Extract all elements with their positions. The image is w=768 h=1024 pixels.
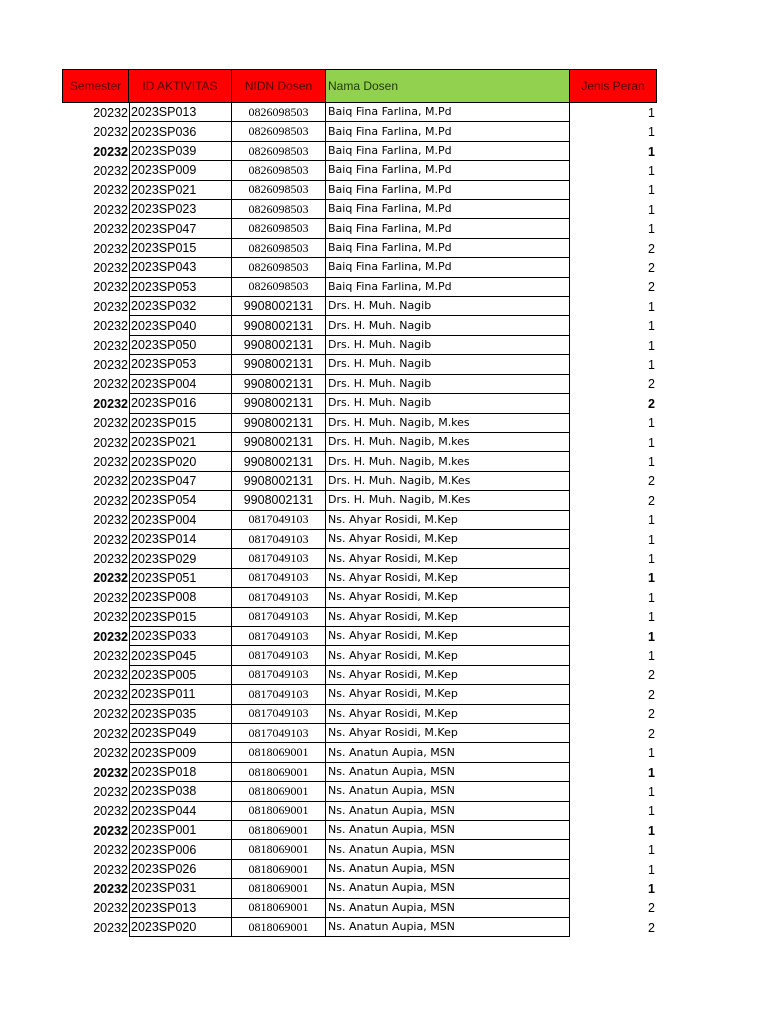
cell-jenis-peran: 1 bbox=[648, 455, 655, 470]
cell-semester: 20232 bbox=[93, 493, 128, 508]
header-semester: Semester bbox=[62, 69, 129, 103]
cell-id-aktivitas: 2023SP051 bbox=[129, 569, 232, 588]
cell-id-aktivitas: 2023SP053 bbox=[129, 355, 232, 374]
cell-id-aktivitas: 2023SP015 bbox=[129, 608, 232, 627]
cell-nama-dosen: Drs. H. Muh. Nagib, M.kes bbox=[326, 452, 570, 471]
cell-jenis-peran: 1 bbox=[648, 532, 655, 547]
header-nama-dosen: Nama Dosen bbox=[326, 69, 570, 103]
cell-nidn-dosen: 0826098503 bbox=[232, 122, 326, 141]
cell-nidn-dosen: 9908002131 bbox=[232, 414, 326, 433]
cell-semester: 20232 bbox=[93, 862, 128, 877]
cell-id-aktivitas: 2023SP005 bbox=[129, 666, 232, 685]
cell-jenis-peran: 1 bbox=[648, 765, 655, 780]
header-jenis-peran: Jenis Peran bbox=[570, 69, 657, 103]
table-row bbox=[62, 355, 657, 374]
cell-id-aktivitas: 2023SP020 bbox=[129, 452, 232, 471]
table-row bbox=[62, 316, 657, 335]
cell-semester: 20232 bbox=[93, 125, 128, 140]
cell-nidn-dosen: 0826098503 bbox=[232, 142, 326, 161]
cell-nidn-dosen: 9908002131 bbox=[232, 316, 326, 335]
table-body bbox=[62, 103, 657, 937]
table-row bbox=[62, 802, 657, 821]
cell-semester: 20232 bbox=[93, 260, 128, 275]
cell-semester: 20232 bbox=[93, 629, 128, 644]
cell-nama-dosen: Ns. Anatun Aupia, MSN bbox=[326, 840, 570, 859]
cell-id-aktivitas: 2023SP014 bbox=[129, 530, 232, 549]
cell-nama-dosen: Ns. Ahyar Rosidi, M.Kep bbox=[326, 627, 570, 646]
cell-nama-dosen: Ns. Ahyar Rosidi, M.Kep bbox=[326, 666, 570, 685]
cell-nidn-dosen: 0826098503 bbox=[232, 161, 326, 180]
cell-id-aktivitas: 2023SP029 bbox=[129, 549, 232, 568]
cell-semester: 20232 bbox=[93, 668, 128, 683]
cell-id-aktivitas: 2023SP020 bbox=[129, 918, 232, 937]
cell-nidn-dosen: 0817049103 bbox=[232, 511, 326, 530]
cell-nidn-dosen: 9908002131 bbox=[232, 394, 326, 413]
cell-semester: 20232 bbox=[93, 901, 128, 916]
cell-nama-dosen: Ns. Anatun Aupia, MSN bbox=[326, 763, 570, 782]
cell-id-aktivitas: 2023SP031 bbox=[129, 879, 232, 898]
cell-id-aktivitas: 2023SP015 bbox=[129, 414, 232, 433]
table-row bbox=[62, 142, 657, 161]
cell-nama-dosen: Drs. H. Muh. Nagib bbox=[326, 297, 570, 316]
cell-jenis-peran: 2 bbox=[648, 920, 655, 935]
cell-nama-dosen: Drs. H. Muh. Nagib, M.Kes bbox=[326, 472, 570, 491]
cell-jenis-peran: 1 bbox=[648, 843, 655, 858]
cell-nidn-dosen: 0818069001 bbox=[232, 879, 326, 898]
cell-jenis-peran: 2 bbox=[648, 687, 655, 702]
cell-nama-dosen: Ns. Ahyar Rosidi, M.Kep bbox=[326, 569, 570, 588]
table-row bbox=[62, 472, 657, 491]
cell-nidn-dosen: 9908002131 bbox=[232, 452, 326, 471]
cell-id-aktivitas: 2023SP039 bbox=[129, 142, 232, 161]
cell-id-aktivitas: 2023SP021 bbox=[129, 181, 232, 200]
cell-semester: 20232 bbox=[93, 552, 128, 567]
cell-id-aktivitas: 2023SP043 bbox=[129, 258, 232, 277]
cell-id-aktivitas: 2023SP008 bbox=[129, 588, 232, 607]
cell-semester: 20232 bbox=[93, 377, 128, 392]
cell-id-aktivitas: 2023SP032 bbox=[129, 297, 232, 316]
cell-nama-dosen: Ns. Ahyar Rosidi, M.Kep bbox=[326, 511, 570, 530]
cell-id-aktivitas: 2023SP009 bbox=[129, 161, 232, 180]
cell-nidn-dosen: 0817049103 bbox=[232, 666, 326, 685]
cell-jenis-peran: 2 bbox=[648, 668, 655, 683]
cell-nidn-dosen: 9908002131 bbox=[232, 297, 326, 316]
cell-id-aktivitas: 2023SP013 bbox=[129, 103, 232, 122]
table-row bbox=[62, 297, 657, 316]
cell-semester: 20232 bbox=[93, 513, 128, 528]
table-row bbox=[62, 588, 657, 607]
cell-nidn-dosen: 0826098503 bbox=[232, 200, 326, 219]
cell-semester: 20232 bbox=[93, 338, 128, 353]
cell-nama-dosen: Ns. Ahyar Rosidi, M.Kep bbox=[326, 588, 570, 607]
cell-jenis-peran: 1 bbox=[648, 222, 655, 237]
cell-semester: 20232 bbox=[93, 241, 128, 256]
table-row bbox=[62, 608, 657, 627]
cell-nidn-dosen: 9908002131 bbox=[232, 375, 326, 394]
cell-jenis-peran: 1 bbox=[648, 571, 655, 586]
cell-jenis-peran: 1 bbox=[648, 823, 655, 838]
table-row bbox=[62, 782, 657, 801]
cell-semester: 20232 bbox=[93, 396, 128, 411]
cell-id-aktivitas: 2023SP001 bbox=[129, 821, 232, 840]
cell-jenis-peran: 2 bbox=[648, 474, 655, 489]
table-row bbox=[62, 646, 657, 665]
cell-semester: 20232 bbox=[93, 532, 128, 547]
table-row bbox=[62, 394, 657, 413]
table-row bbox=[62, 414, 657, 433]
table-row bbox=[62, 879, 657, 898]
cell-jenis-peran: 1 bbox=[648, 338, 655, 353]
cell-nama-dosen: Baiq Fina Farlina, M.Pd bbox=[326, 103, 570, 122]
cell-id-aktivitas: 2023SP038 bbox=[129, 782, 232, 801]
table-row bbox=[62, 452, 657, 471]
cell-jenis-peran: 1 bbox=[648, 416, 655, 431]
cell-jenis-peran: 1 bbox=[648, 357, 655, 372]
cell-nama-dosen: Ns. Ahyar Rosidi, M.Kep bbox=[326, 608, 570, 627]
cell-nama-dosen: Ns. Anatun Aupia, MSN bbox=[326, 879, 570, 898]
cell-jenis-peran: 1 bbox=[648, 649, 655, 664]
cell-semester: 20232 bbox=[93, 823, 128, 838]
cell-semester: 20232 bbox=[93, 649, 128, 664]
cell-jenis-peran: 1 bbox=[648, 125, 655, 140]
table-row bbox=[62, 918, 657, 937]
cell-id-aktivitas: 2023SP026 bbox=[129, 860, 232, 879]
table-row bbox=[62, 705, 657, 724]
cell-nidn-dosen: 0818069001 bbox=[232, 899, 326, 918]
cell-nama-dosen: Baiq Fina Farlina, M.Pd bbox=[326, 122, 570, 141]
cell-jenis-peran: 1 bbox=[648, 435, 655, 450]
cell-semester: 20232 bbox=[93, 881, 128, 896]
cell-id-aktivitas: 2023SP016 bbox=[129, 394, 232, 413]
cell-semester: 20232 bbox=[93, 784, 128, 799]
cell-jenis-peran: 1 bbox=[648, 183, 655, 198]
cell-id-aktivitas: 2023SP018 bbox=[129, 763, 232, 782]
cell-id-aktivitas: 2023SP047 bbox=[129, 219, 232, 238]
cell-nidn-dosen: 0818069001 bbox=[232, 860, 326, 879]
table-row bbox=[62, 258, 657, 277]
cell-nidn-dosen: 9908002131 bbox=[232, 491, 326, 510]
cell-jenis-peran: 1 bbox=[648, 513, 655, 528]
cell-nidn-dosen: 0817049103 bbox=[232, 608, 326, 627]
table-row bbox=[62, 375, 657, 394]
cell-semester: 20232 bbox=[93, 687, 128, 702]
cell-jenis-peran: 1 bbox=[648, 105, 655, 120]
cell-nama-dosen: Baiq Fina Farlina, M.Pd bbox=[326, 200, 570, 219]
table-row bbox=[62, 860, 657, 879]
cell-nama-dosen: Ns. Anatun Aupia, MSN bbox=[326, 821, 570, 840]
cell-nidn-dosen: 0817049103 bbox=[232, 685, 326, 704]
cell-semester: 20232 bbox=[93, 920, 128, 935]
table-row bbox=[62, 549, 657, 568]
cell-semester: 20232 bbox=[93, 183, 128, 198]
cell-nidn-dosen: 0817049103 bbox=[232, 530, 326, 549]
table-row bbox=[62, 685, 657, 704]
cell-jenis-peran: 1 bbox=[648, 746, 655, 761]
cell-semester: 20232 bbox=[93, 105, 128, 120]
header-id-aktivitas: ID AKTIVITAS bbox=[129, 69, 232, 103]
table-row bbox=[62, 103, 657, 122]
cell-jenis-peran: 1 bbox=[648, 784, 655, 799]
cell-nama-dosen: Baiq Fina Farlina, M.Pd bbox=[326, 142, 570, 161]
cell-semester: 20232 bbox=[93, 707, 128, 722]
cell-id-aktivitas: 2023SP035 bbox=[129, 705, 232, 724]
table-row bbox=[62, 627, 657, 646]
cell-semester: 20232 bbox=[93, 610, 128, 625]
cell-semester: 20232 bbox=[93, 571, 128, 586]
cell-jenis-peran: 1 bbox=[648, 163, 655, 178]
cell-semester: 20232 bbox=[93, 726, 128, 741]
cell-nidn-dosen: 0817049103 bbox=[232, 705, 326, 724]
cell-id-aktivitas: 2023SP040 bbox=[129, 316, 232, 335]
table-row bbox=[62, 743, 657, 762]
cell-semester: 20232 bbox=[93, 299, 128, 314]
cell-nidn-dosen: 0826098503 bbox=[232, 103, 326, 122]
cell-nama-dosen: Drs. H. Muh. Nagib bbox=[326, 355, 570, 374]
cell-jenis-peran: 2 bbox=[648, 377, 655, 392]
cell-jenis-peran: 2 bbox=[648, 260, 655, 275]
cell-nidn-dosen: 0818069001 bbox=[232, 763, 326, 782]
cell-nama-dosen: Baiq Fina Farlina, M.Pd bbox=[326, 239, 570, 258]
cell-id-aktivitas: 2023SP011 bbox=[129, 685, 232, 704]
cell-jenis-peran: 1 bbox=[648, 590, 655, 605]
cell-nidn-dosen: 9908002131 bbox=[232, 355, 326, 374]
cell-nama-dosen: Ns. Ahyar Rosidi, M.Kep bbox=[326, 646, 570, 665]
cell-semester: 20232 bbox=[93, 163, 128, 178]
cell-nama-dosen: Baiq Fina Farlina, M.Pd bbox=[326, 161, 570, 180]
cell-id-aktivitas: 2023SP033 bbox=[129, 627, 232, 646]
cell-nama-dosen: Ns. Anatun Aupia, MSN bbox=[326, 782, 570, 801]
cell-jenis-peran: 2 bbox=[648, 241, 655, 256]
cell-nidn-dosen: 0818069001 bbox=[232, 821, 326, 840]
cell-semester: 20232 bbox=[93, 765, 128, 780]
cell-nama-dosen: Drs. H. Muh. Nagib bbox=[326, 336, 570, 355]
cell-jenis-peran: 1 bbox=[648, 804, 655, 819]
cell-nidn-dosen: 0826098503 bbox=[232, 258, 326, 277]
table-row bbox=[62, 569, 657, 588]
cell-jenis-peran: 1 bbox=[648, 319, 655, 334]
table-row bbox=[62, 239, 657, 258]
cell-nidn-dosen: 0818069001 bbox=[232, 840, 326, 859]
cell-nidn-dosen: 9908002131 bbox=[232, 472, 326, 491]
cell-semester: 20232 bbox=[93, 357, 128, 372]
cell-nidn-dosen: 0817049103 bbox=[232, 569, 326, 588]
cell-nidn-dosen: 0817049103 bbox=[232, 549, 326, 568]
cell-nama-dosen: Ns. Ahyar Rosidi, M.Kep bbox=[326, 685, 570, 704]
cell-nama-dosen: Ns. Anatun Aupia, MSN bbox=[326, 918, 570, 937]
table-row bbox=[62, 181, 657, 200]
cell-semester: 20232 bbox=[93, 843, 128, 858]
lecturer-activity-table bbox=[62, 69, 657, 937]
cell-jenis-peran: 2 bbox=[648, 901, 655, 916]
cell-semester: 20232 bbox=[93, 202, 128, 217]
cell-jenis-peran: 2 bbox=[648, 280, 655, 295]
cell-id-aktivitas: 2023SP045 bbox=[129, 646, 232, 665]
cell-nama-dosen: Ns. Ahyar Rosidi, M.Kep bbox=[326, 549, 570, 568]
cell-nama-dosen: Baiq Fina Farlina, M.Pd bbox=[326, 181, 570, 200]
cell-nidn-dosen: 0826098503 bbox=[232, 278, 326, 297]
table-row bbox=[62, 530, 657, 549]
cell-nama-dosen: Drs. H. Muh. Nagib, M.Kes bbox=[326, 491, 570, 510]
cell-nama-dosen: Ns. Ahyar Rosidi, M.Kep bbox=[326, 530, 570, 549]
cell-semester: 20232 bbox=[93, 280, 128, 295]
cell-nama-dosen: Drs. H. Muh. Nagib, M.kes bbox=[326, 414, 570, 433]
cell-id-aktivitas: 2023SP015 bbox=[129, 239, 232, 258]
cell-semester: 20232 bbox=[93, 416, 128, 431]
cell-nidn-dosen: 0817049103 bbox=[232, 646, 326, 665]
cell-id-aktivitas: 2023SP047 bbox=[129, 472, 232, 491]
cell-nama-dosen: Ns. Ahyar Rosidi, M.Kep bbox=[326, 705, 570, 724]
table-row bbox=[62, 666, 657, 685]
table-row bbox=[62, 899, 657, 918]
cell-id-aktivitas: 2023SP044 bbox=[129, 802, 232, 821]
cell-nidn-dosen: 0826098503 bbox=[232, 219, 326, 238]
cell-semester: 20232 bbox=[93, 435, 128, 450]
cell-id-aktivitas: 2023SP004 bbox=[129, 511, 232, 530]
table-row bbox=[62, 278, 657, 297]
cell-nidn-dosen: 0818069001 bbox=[232, 918, 326, 937]
cell-nama-dosen: Baiq Fina Farlina, M.Pd bbox=[326, 278, 570, 297]
cell-id-aktivitas: 2023SP013 bbox=[129, 899, 232, 918]
cell-nidn-dosen: 9908002131 bbox=[232, 336, 326, 355]
cell-nidn-dosen: 0817049103 bbox=[232, 588, 326, 607]
cell-nama-dosen: Ns. Anatun Aupia, MSN bbox=[326, 899, 570, 918]
cell-id-aktivitas: 2023SP049 bbox=[129, 724, 232, 743]
cell-id-aktivitas: 2023SP036 bbox=[129, 122, 232, 141]
cell-nama-dosen: Drs. H. Muh. Nagib bbox=[326, 316, 570, 335]
cell-id-aktivitas: 2023SP054 bbox=[129, 491, 232, 510]
cell-nama-dosen: Drs. H. Muh. Nagib bbox=[326, 375, 570, 394]
cell-semester: 20232 bbox=[93, 455, 128, 470]
table-header bbox=[62, 69, 657, 103]
cell-jenis-peran: 1 bbox=[648, 299, 655, 314]
table-row bbox=[62, 161, 657, 180]
cell-jenis-peran: 2 bbox=[648, 707, 655, 722]
cell-nama-dosen: Ns. Anatun Aupia, MSN bbox=[326, 743, 570, 762]
cell-nidn-dosen: 0826098503 bbox=[232, 239, 326, 258]
cell-jenis-peran: 2 bbox=[648, 726, 655, 741]
cell-nama-dosen: Ns. Anatun Aupia, MSN bbox=[326, 860, 570, 879]
cell-nidn-dosen: 9908002131 bbox=[232, 433, 326, 452]
cell-semester: 20232 bbox=[93, 144, 128, 159]
cell-jenis-peran: 1 bbox=[648, 862, 655, 877]
table-row bbox=[62, 200, 657, 219]
cell-id-aktivitas: 2023SP009 bbox=[129, 743, 232, 762]
cell-nama-dosen: Baiq Fina Farlina, M.Pd bbox=[326, 258, 570, 277]
cell-nidn-dosen: 0826098503 bbox=[232, 181, 326, 200]
cell-jenis-peran: 1 bbox=[648, 629, 655, 644]
cell-semester: 20232 bbox=[93, 474, 128, 489]
table-row bbox=[62, 122, 657, 141]
cell-id-aktivitas: 2023SP004 bbox=[129, 375, 232, 394]
cell-jenis-peran: 1 bbox=[648, 610, 655, 625]
cell-jenis-peran: 1 bbox=[648, 552, 655, 567]
cell-nama-dosen: Baiq Fina Farlina, M.Pd bbox=[326, 219, 570, 238]
cell-nama-dosen: Drs. H. Muh. Nagib bbox=[326, 394, 570, 413]
cell-jenis-peran: 1 bbox=[648, 881, 655, 896]
table-row bbox=[62, 840, 657, 859]
cell-nidn-dosen: 0818069001 bbox=[232, 802, 326, 821]
cell-nama-dosen: Ns. Anatun Aupia, MSN bbox=[326, 802, 570, 821]
header-nidn-dosen: NIDN Dosen bbox=[232, 69, 326, 103]
cell-id-aktivitas: 2023SP053 bbox=[129, 278, 232, 297]
table-row bbox=[62, 491, 657, 510]
cell-id-aktivitas: 2023SP021 bbox=[129, 433, 232, 452]
cell-id-aktivitas: 2023SP050 bbox=[129, 336, 232, 355]
table-row bbox=[62, 763, 657, 782]
cell-nama-dosen: Ns. Ahyar Rosidi, M.Kep bbox=[326, 724, 570, 743]
table-row bbox=[62, 821, 657, 840]
table-row bbox=[62, 336, 657, 355]
table-row bbox=[62, 433, 657, 452]
cell-id-aktivitas: 2023SP006 bbox=[129, 840, 232, 859]
cell-id-aktivitas: 2023SP023 bbox=[129, 200, 232, 219]
cell-semester: 20232 bbox=[93, 222, 128, 237]
cell-nidn-dosen: 0818069001 bbox=[232, 782, 326, 801]
cell-jenis-peran: 2 bbox=[648, 493, 655, 508]
cell-jenis-peran: 1 bbox=[648, 144, 655, 159]
cell-jenis-peran: 1 bbox=[648, 202, 655, 217]
cell-nama-dosen: Drs. H. Muh. Nagib, M.kes bbox=[326, 433, 570, 452]
table-row bbox=[62, 724, 657, 743]
cell-semester: 20232 bbox=[93, 746, 128, 761]
table-row bbox=[62, 219, 657, 238]
cell-semester: 20232 bbox=[93, 590, 128, 605]
cell-nidn-dosen: 0817049103 bbox=[232, 724, 326, 743]
cell-semester: 20232 bbox=[93, 319, 128, 334]
cell-jenis-peran: 2 bbox=[648, 396, 655, 411]
cell-nidn-dosen: 0817049103 bbox=[232, 627, 326, 646]
cell-semester: 20232 bbox=[93, 804, 128, 819]
table-row bbox=[62, 511, 657, 530]
cell-nidn-dosen: 0818069001 bbox=[232, 743, 326, 762]
